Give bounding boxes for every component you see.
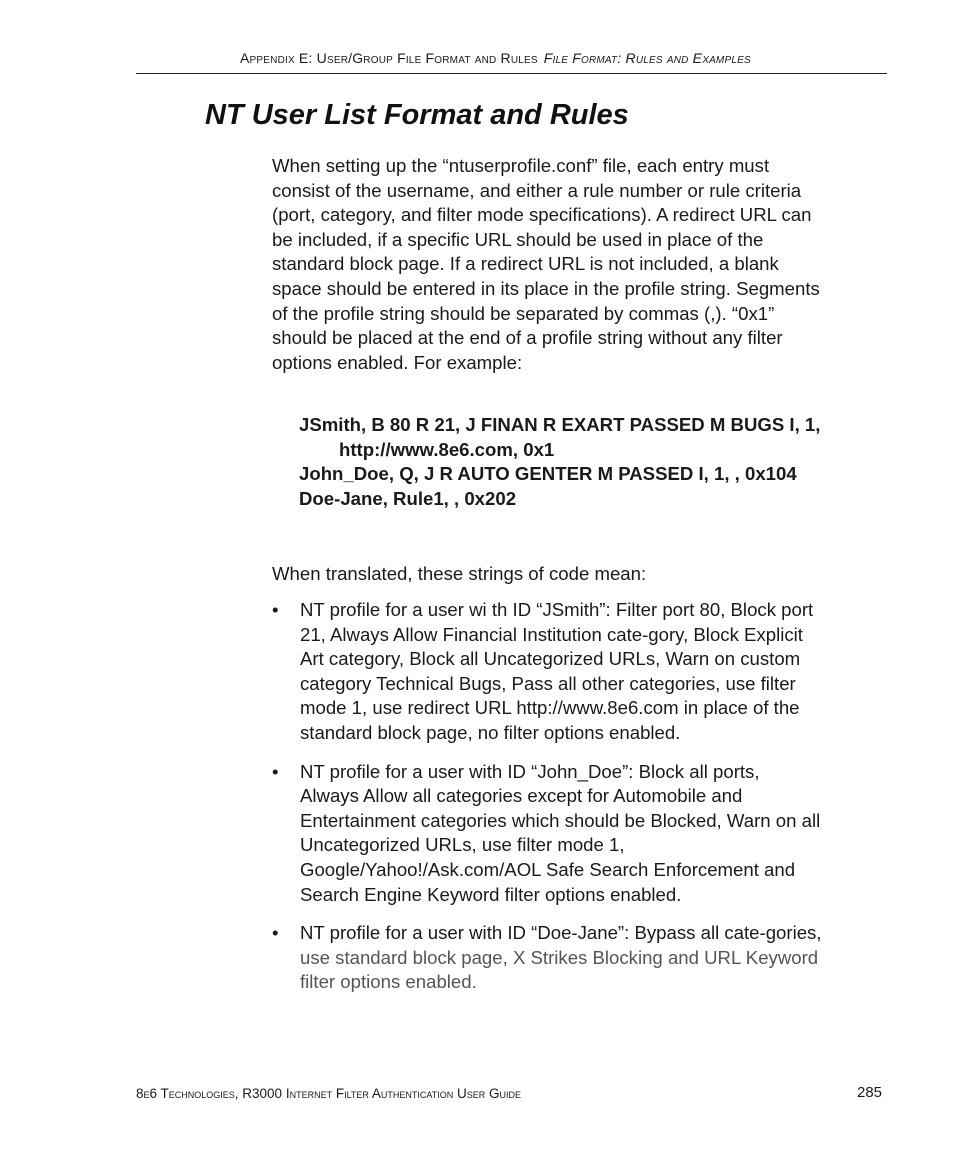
header-rule <box>136 73 887 74</box>
page-title: NT User List Format and Rules <box>205 99 629 131</box>
translated-intro: When translated, these strings of code mean: <box>272 563 647 584</box>
intro-paragraph: When setting up the “ntuserprofile.conf” file, each entry must consist of the username, and either a rule number or rule criteria (port, category, and filter mode specifications). A redirect URL can be included, if a specific URL should be used in place of the standard block page. If a redirect URL is not included, a blank space should be entered in its place in the profile string. Segments of the profile string should be separated by commas (,). “0x1” should be placed at the end of a profile string without any filter options enabled. For example: <box>272 155 820 373</box>
bullet-marker: • <box>272 599 279 620</box>
bullet-list <box>272 598 822 1009</box>
code-line: JSmith, B 80 R 21, J FINAN R EXART PASSED M BUGS I, 1, http://www.8e6.com, 0x1 <box>299 414 821 460</box>
list-item-text-grey: use standard block page, X Strikes Blocking and URL Keyword filter options enabled. <box>300 946 819 993</box>
footer-title: 8e6 Technologies, R3000 Internet Filter Authentication User Guide <box>136 1086 522 1101</box>
list-item-text: NT profile for a user wi th ID “JSmith”: Filter port 80, Block port 21, Always Allow Financial Institution cate-gory, Block Explicit Art category, Block all Uncategorized URLs, Warn on custom category Technical Bugs, Pass all other categories, use filter mode 1, use redirect URL http://www.8e6.com in place of the standard block page, no filter options enabled. <box>300 599 814 743</box>
list-item <box>272 760 822 908</box>
header-appendix: Appendix E: User/Group File Format and Rules <box>240 50 538 66</box>
list-item-text: NT profile for a user with ID “Doe-Jane”: Bypass all cate-gories, <box>300 922 822 944</box>
bullet-marker: • <box>272 922 279 944</box>
header-section: File Format: Rules and Examples <box>543 50 751 66</box>
list-item <box>272 598 822 746</box>
code-line: John_Doe, Q, J R AUTO GENTER M PASSED I, 1, , 0x104 <box>299 463 797 485</box>
list-item <box>272 921 822 995</box>
code-line: Doe-Jane, Rule1, , 0x202 <box>299 487 517 509</box>
page-number: 285 <box>857 1084 883 1101</box>
bullet-marker: • <box>272 760 279 782</box>
running-header <box>240 50 886 66</box>
list-item-text: NT profile for a user with ID “John_Doe”: Block all ports, Always Allow all categories except for Automobile and Entertainment categories which should be Blocked, Warn on all Uncategorized URLs, use filter mode 1, Google/Yahoo!/Ask.com/AOL Safe Search Enforcement and Search Engine Keyword filter options enabled. <box>300 760 821 905</box>
code-example <box>299 413 829 511</box>
